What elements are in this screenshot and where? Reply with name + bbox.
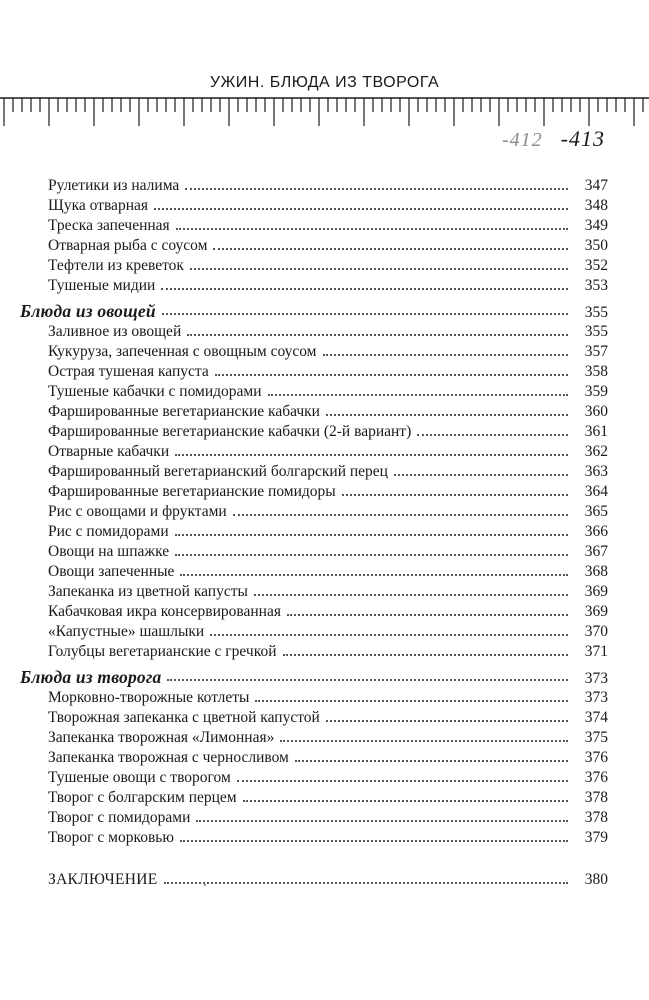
page-number: 365	[584, 503, 608, 520]
dot-leader	[326, 720, 568, 722]
toc-entry[interactable]	[20, 622, 608, 642]
page-number: 378	[584, 789, 608, 806]
page-number: 352	[584, 257, 608, 274]
page-number: 361	[584, 423, 608, 440]
entry-title: Морковно-творожные котлеты	[48, 689, 250, 706]
page-number: 349	[584, 217, 608, 234]
entry-title: Рис с овощами и фруктами	[48, 503, 227, 520]
page-number: 369	[584, 583, 608, 600]
toc-entry[interactable]	[20, 748, 608, 768]
page-number: 373	[584, 670, 608, 687]
dot-leader	[176, 228, 568, 230]
toc-entry[interactable]	[20, 828, 608, 848]
running-header: УЖИН. БЛЮДА ИЗ ТВОРОГА	[209, 74, 440, 91]
entry-title: Кукуруза, запеченная с овощным соусом	[48, 343, 317, 360]
entry-title: Рис с помидорами	[48, 523, 169, 540]
dot-leader	[175, 554, 568, 556]
print-speck	[204, 884, 206, 886]
dot-leader	[164, 882, 568, 884]
toc-entry[interactable]	[20, 196, 608, 216]
page-number: 364	[584, 483, 608, 500]
page-number: 375	[584, 729, 608, 746]
page-number: 358	[584, 363, 608, 380]
toc-entry[interactable]	[20, 176, 608, 196]
dot-leader	[187, 334, 568, 336]
dot-leader	[237, 780, 568, 782]
toc-entry[interactable]	[20, 382, 608, 402]
entry-title: Тушеные овощи с творогом	[48, 769, 231, 786]
dot-leader	[175, 454, 568, 456]
entry-title: Отварная рыба с соусом	[48, 237, 208, 254]
toc-entry[interactable]	[20, 422, 608, 442]
section-heading: Блюда из творога	[20, 667, 162, 687]
dot-leader	[417, 434, 568, 436]
entry-title: Щука отварная	[48, 197, 148, 214]
page-number: 368	[584, 563, 608, 580]
entry-title: Кабачковая икра консервированная	[48, 603, 281, 620]
toc-entry[interactable]	[20, 322, 608, 342]
dot-leader	[180, 840, 568, 842]
toc-entry[interactable]	[20, 442, 608, 462]
entry-title: Овощи на шпажке	[48, 543, 170, 560]
toc-entry[interactable]	[20, 642, 608, 662]
page-number: 378	[584, 809, 608, 826]
toc-entry[interactable]	[20, 216, 608, 236]
entry-title: Отварные кабачки	[48, 443, 170, 460]
page-number: 374	[584, 709, 608, 726]
toc-entry[interactable]	[20, 462, 608, 482]
entry-title: Тефтели из креветок	[48, 257, 184, 274]
entry-title: Запеканка творожная с черносливом	[48, 749, 289, 766]
page-number: 353	[584, 277, 608, 294]
entry-title: Овощи запеченные	[48, 563, 175, 580]
dot-leader	[210, 634, 568, 636]
page-number: 376	[584, 749, 608, 766]
page-numbers	[502, 126, 605, 152]
dot-leader	[323, 354, 569, 356]
dot-leader	[287, 614, 568, 616]
page-number: 360	[584, 403, 608, 420]
toc-entry[interactable]	[20, 602, 608, 622]
page-number: 355	[584, 304, 608, 321]
page-number: 355	[584, 323, 608, 340]
entry-title: «Капустные» шашлыки	[48, 623, 205, 640]
dot-leader	[280, 740, 568, 742]
dot-leader	[190, 268, 568, 270]
toc-entry[interactable]	[20, 276, 608, 296]
toc-entry[interactable]	[20, 542, 608, 562]
toc-entry[interactable]	[20, 562, 608, 582]
toc-entry-conclusion[interactable]	[20, 870, 608, 890]
page-number: 367	[584, 543, 608, 560]
dot-leader	[215, 374, 568, 376]
dot-leader	[161, 288, 568, 290]
page-number-prev: -412	[502, 129, 543, 151]
dot-leader	[233, 514, 568, 516]
toc-entry[interactable]	[20, 502, 608, 522]
toc-group-fish	[20, 176, 608, 296]
entry-title: Творог с морковью	[48, 829, 174, 846]
toc-entry[interactable]	[20, 256, 608, 276]
dot-leader	[185, 188, 568, 190]
toc-entry[interactable]	[20, 788, 608, 808]
dot-leader	[180, 574, 568, 576]
toc-entry[interactable]	[20, 362, 608, 382]
section-heading: Блюда из овощей	[20, 301, 156, 321]
page-number-current: -413	[560, 126, 605, 151]
entry-title: Фаршированные вегетарианские кабачки	[48, 403, 320, 420]
dot-leader	[295, 760, 568, 762]
toc-entry[interactable]	[20, 342, 608, 362]
entry-title: Фаршированные вегетарианские помидоры	[48, 483, 336, 500]
entry-title: Фаршированные вегетарианские кабачки (2-й вариант)	[48, 423, 412, 440]
toc-entry[interactable]	[20, 402, 608, 422]
entry-title: Фаршированный вегетарианский болгарский перец	[48, 463, 388, 480]
toc-section-cottage[interactable]	[20, 666, 608, 688]
page-number: 379	[584, 829, 608, 846]
toc-entry[interactable]	[20, 236, 608, 256]
toc-entry[interactable]	[20, 688, 608, 708]
dot-leader	[268, 394, 568, 396]
page-number: 366	[584, 523, 608, 540]
entry-title: Заливное из овощей	[48, 323, 182, 340]
entry-title: Творожная запеканка с цветной капустой	[48, 709, 320, 726]
page-number: 348	[584, 197, 608, 214]
toc-entry[interactable]	[20, 808, 608, 828]
toc-entry[interactable]	[20, 582, 608, 602]
toc-entry[interactable]	[20, 728, 608, 748]
entry-title: ЗАКЛЮЧЕНИЕ	[48, 871, 158, 888]
entry-title: Творог с помидорами	[48, 809, 191, 826]
page-number: 347	[584, 177, 608, 194]
entry-title: Тушеные мидии	[48, 277, 156, 294]
dot-leader	[255, 700, 568, 702]
toc-group-cottage	[20, 688, 608, 848]
toc-entry[interactable]	[20, 708, 608, 728]
page-number: 376	[584, 769, 608, 786]
dot-leader	[326, 414, 568, 416]
entry-title: Запеканка творожная «Лимонная»	[48, 729, 275, 746]
dot-leader	[196, 820, 568, 822]
page-number: 369	[584, 603, 608, 620]
dot-leader	[283, 654, 569, 656]
toc-entry[interactable]	[20, 768, 608, 788]
toc-entry[interactable]	[20, 482, 608, 502]
page-number: 373	[584, 689, 608, 706]
entry-title: Острая тушеная капуста	[48, 363, 209, 380]
dot-leader	[342, 494, 568, 496]
page-number: 363	[584, 463, 608, 480]
page-number: 359	[584, 383, 608, 400]
dot-leader	[243, 800, 568, 802]
toc-entry[interactable]	[20, 522, 608, 542]
page-number: 370	[584, 623, 608, 640]
dot-leader	[394, 474, 568, 476]
dot-leader	[175, 534, 568, 536]
page-number: 362	[584, 443, 608, 460]
table-of-contents	[20, 176, 608, 890]
entry-title: Голубцы вегетарианские с гречкой	[48, 643, 277, 660]
page-number: 380	[584, 871, 608, 888]
page-number: 357	[584, 343, 608, 360]
dot-leader	[167, 679, 568, 681]
entry-title: Творог с болгарским перцем	[48, 789, 237, 806]
toc-section-vegetables[interactable]	[20, 300, 608, 322]
entry-title: Тушеные кабачки с помидорами	[48, 383, 262, 400]
entry-title: Рулетики из налима	[48, 177, 180, 194]
dot-leader	[254, 594, 568, 596]
dot-leader	[162, 313, 568, 315]
dot-leader	[154, 208, 568, 210]
entry-title: Запеканка из цветной капусты	[48, 583, 248, 600]
page-number: 350	[584, 237, 608, 254]
entry-title: Треска запеченная	[48, 217, 170, 234]
page-number: 371	[584, 643, 608, 660]
dot-leader	[213, 248, 568, 250]
toc-group-vegetables	[20, 322, 608, 662]
